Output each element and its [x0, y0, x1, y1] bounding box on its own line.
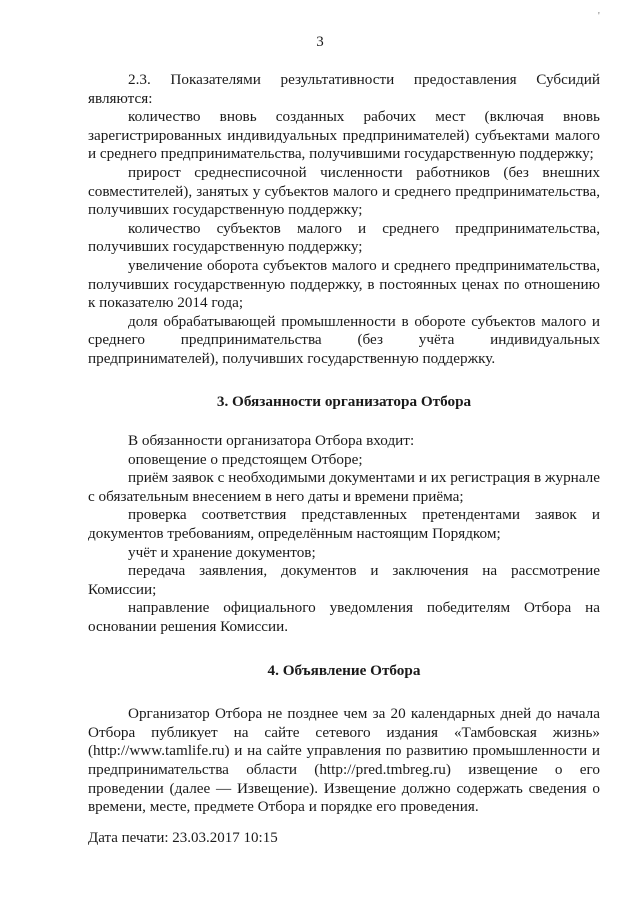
document-body	[88, 71, 600, 817]
paragraph-turnover-growth: увеличение оборота субъектов малого и среднего предпринимательства, получивших государственную поддержку, в постоянных ценах по отношению к показателю 2014 года;	[88, 256, 600, 312]
paragraph-manufacturing-share: доля обрабатывающей промышленности в обороте субъектов малого и среднего предпринимательства (без учёта индивидуальных предпринимателей), получивших государственную поддержку.	[88, 312, 600, 367]
section-3-heading: 3. Обязанности организатора Отбора	[216, 392, 472, 410]
paragraph-duty-verification: проверка соответствия представленных претендентами заявок и документов требованиям, определённым настоящим Порядком;	[88, 506, 600, 543]
paragraph-duty-notification: оповещение о предстоящем Отборе;	[128, 450, 363, 468]
section-4-heading: 4. Объявление Отбора	[267, 661, 421, 679]
page-number: 3	[316, 34, 324, 50]
paragraph-new-jobs: количество вновь созданных рабочих мест (включая вновь зарегистрированных индивидуальных предпринимателей) субъектами малого и среднего предпринимательства, получившими государственную поддержку;	[88, 108, 600, 163]
paragraph-duty-transfer: передача заявления, документов и заключения на рассмотрение Комиссии;	[88, 562, 600, 598]
paragraph-duties-intro: В обязанности организатора Отбора входит:	[128, 432, 415, 450]
paragraph-supported-count: количество субъектов малого и среднего предпринимательства, получивших государственную поддержку;	[88, 219, 600, 256]
paragraph-duty-storage: учёт и хранение документов;	[128, 543, 316, 561]
paragraph-announcement: Организатор Отбора не позднее чем за 20 календарных дней до начала Отбора публикует на сайте сетевого издания «Тамбовская жизнь» (http://www.tamlife.ru) и на сайте управления по развитию промышленности и предпринимательства области (http://pred.tmbreg.ru) извещение о его проведении (далее — Извещение). Извещение должно содержать сведения о времени, месте, предмете Отбора и порядке его проведения.	[88, 705, 600, 816]
paragraph-2-3-intro: 2.3. Показателями результативности предоставления Субсидий являются:	[88, 71, 600, 107]
print-date-footer: Дата печати: 23.03.2017 10:15	[88, 830, 278, 846]
paragraph-employee-growth: прирост среднесписочной численности работников (без внешних совместителей), занятых у субъектов малого и среднего предпринимательства, получивших государственную поддержку;	[88, 163, 600, 219]
scan-mark: '	[598, 11, 600, 22]
paragraph-duty-applications: приём заявок с необходимыми документами и их регистрация в журнале с обязательным внесением в него даты и времени приёма;	[88, 469, 600, 505]
paragraph-duty-winners: направление официального уведомления победителям Отбора на основании решения Комиссии.	[88, 599, 600, 636]
